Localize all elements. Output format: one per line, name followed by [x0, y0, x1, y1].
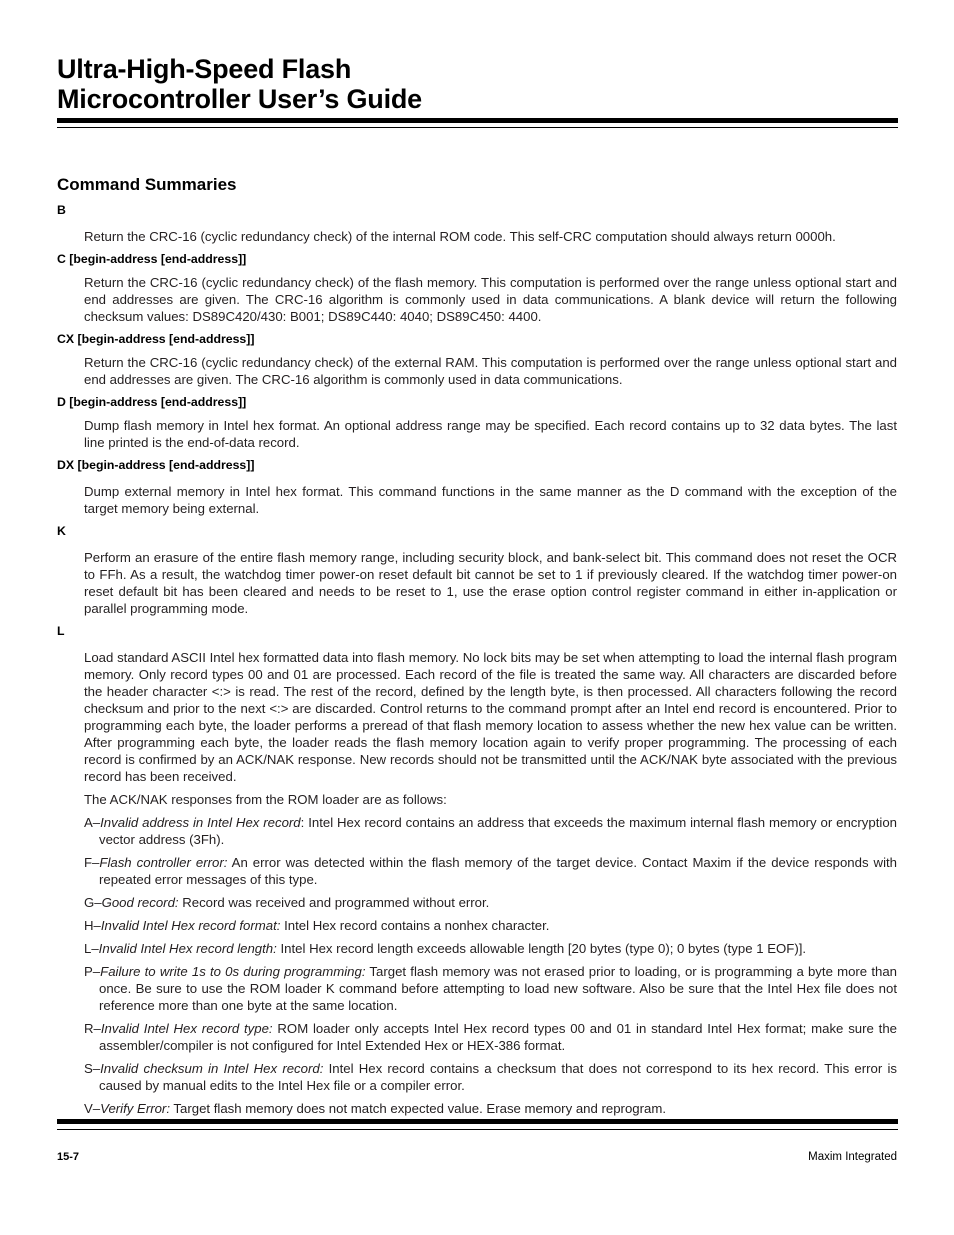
- response-code: A–: [84, 815, 101, 830]
- command-description: Dump flash memory in Intel hex format. An optional address range may be specified. Each record contains up to 32 data bytes. The last line printed is the end-of-data record.: [84, 418, 897, 450]
- command-description: Dump external memory in Intel hex format. This command functions in the same manner as the D command with the exception of the target memory being external.: [84, 484, 897, 516]
- page-number: 15-7: [57, 1151, 80, 1163]
- response-r: [84, 1020, 897, 1054]
- response-code: G–: [84, 895, 102, 910]
- document-title: [57, 54, 422, 114]
- command-description: Load standard ASCII Intel hex formatted data into flash memory. No lock bits may be set when attempting to load the internal flash program memory. Only record types 00 and 01 are processed. Each record of the file is treated the same way. All characters are discarded before the header character <:> is read. The rest of the record, defined by the length byte, is then processed. All characters following the record checksum and prior to the next <:> are discarded. Control returns to the command prompt after an Intel end record is encountered. Prior to programming each byte, the loader performs a preread of that flash memory location to assess whether the new hex value can be written. After programming each byte, the loader reads the flash memory location again to verify proper programming. The processing of each record is confirmed by an ACK/NAK response. New records should not be transmitted until the ACK/NAK byte associated with the previous record has been received.: [84, 650, 897, 784]
- response-term: Failure to write 1s to 0s during programming:: [100, 964, 366, 979]
- response-term: Invalid checksum in Intel Hex record:: [100, 1061, 324, 1076]
- response-description: Record was received and programmed without error.: [178, 895, 490, 910]
- command-description: Return the CRC-16 (cyclic redundancy check) of the internal ROM code. This self-CRC computation should always return 0000h.: [84, 229, 836, 244]
- command-heading: B: [57, 203, 66, 217]
- response-description: ROM loader only accepts Intel Hex record types 00 and 01 in standard Intel Hex format; make sure the assembler/compiler is not configured for Intel Extended Hex or HEX-386 format.: [99, 1021, 898, 1053]
- response-s: [84, 1060, 897, 1094]
- response-v: [84, 1100, 897, 1117]
- response-code: S–: [84, 1061, 101, 1076]
- command-dx: [57, 457, 897, 517]
- response-term: Good record:: [101, 895, 179, 910]
- response-h: [84, 917, 897, 934]
- command-b: [57, 202, 897, 245]
- response-term: Invalid address in Intel Hex record: [100, 815, 301, 830]
- command-c: [57, 251, 897, 325]
- command-heading: L: [57, 624, 65, 638]
- header-rule-thick: [57, 118, 898, 123]
- response-term: Invalid Intel Hex record type:: [100, 1021, 273, 1036]
- footer-rule-thin: [57, 1129, 898, 1130]
- header-rule-thin: [57, 127, 898, 128]
- company-name: Maxim Integrated: [808, 1151, 897, 1163]
- footer-rule-thick: [57, 1119, 898, 1124]
- response-a: [84, 814, 897, 848]
- response-code: L–: [84, 941, 99, 956]
- response-description: Target flash memory does not match expected value. Erase memory and reprogram.: [170, 1101, 666, 1116]
- command-description: Return the CRC-16 (cyclic redundancy check) of the external RAM. This computation is performed over the range unless optional start and end addresses are given. The CRC-16 algorithm is commonly used in data communications.: [84, 355, 897, 387]
- response-f: [84, 854, 897, 888]
- response-description: Intel Hex record length exceeds allowable length [20 bytes (type 0); 0 bytes (type 1 EOF)].: [276, 941, 807, 956]
- command-cx: [57, 331, 897, 388]
- response-p: [84, 963, 897, 1014]
- section-title: Command Summaries: [57, 175, 237, 194]
- response-code: R–: [84, 1021, 101, 1036]
- command-heading: D [begin-address [end-address]]: [57, 395, 247, 409]
- command-heading: DX [begin-address [end-address]]: [57, 458, 255, 472]
- command-k: [57, 523, 897, 617]
- command-d: [57, 394, 897, 451]
- response-description: Target flash memory was not erased prior to loading, or is programming a byte more than once. Be sure to use the ROM loader K command before attempting to load new software. Also be sure that the Intel Hex file does not reference more than one byte at the same location.: [99, 964, 897, 1013]
- response-l: [84, 940, 897, 957]
- command-l: [57, 623, 897, 1117]
- response-term: Invalid Intel Hex record length:: [98, 941, 277, 956]
- response-code: H–: [84, 918, 101, 933]
- response-description: Intel Hex record contains a nonhex character.: [280, 918, 550, 933]
- response-description: Intel Hex record contains a checksum that does not correspond to its hex record. This error is caused by manual edits to the Intel Hex file or a compiler error.: [99, 1061, 897, 1093]
- response-term: Verify Error:: [100, 1101, 170, 1116]
- response-code: P–: [84, 964, 101, 979]
- response-code: F–: [84, 855, 100, 870]
- response-term: Invalid Intel Hex record format:: [100, 918, 281, 933]
- response-g: [84, 894, 897, 911]
- command-heading: K: [57, 524, 66, 538]
- response-description: An error was detected within the flash memory of the target device. Contact Maxim if the device responds with repeated error messages of this type.: [99, 855, 898, 887]
- command-heading: C [begin-address [end-address]]: [57, 252, 247, 266]
- command-description: Return the CRC-16 (cyclic redundancy check) of the flash memory. This computation is performed over the range unless optional start and end addresses are given. The CRC-16 algorithm is commonly used in data communications. A blank device will return the following checksum values: DS89C420/430: B001; DS89C440: 4040; DS89C450: 4400.: [84, 275, 897, 324]
- command-list: [57, 202, 897, 1123]
- response-description: : Intel Hex record contains an address that exceeds the maximum internal flash memory or encryption vector address (3Fh).: [99, 815, 897, 847]
- command-heading: CX [begin-address [end-address]]: [57, 332, 255, 346]
- response-code: V–: [84, 1101, 101, 1116]
- command-description: Perform an erasure of the entire flash memory range, including security block, and bank-select bit. This command does not reset the OCR to FFh. As a result, the watchdog timer power-on reset default bit cannot be set to 1 if previously cleared. If the watchdog timer power-on reset default bit has been cleared and needs to be reset to 1, use the erase option control register command in either in-application or parallel programming mode.: [84, 550, 897, 616]
- title-line-2: Microcontroller User’s Guide: [57, 84, 422, 114]
- response-term: Flash controller error:: [99, 855, 228, 870]
- ack-nak-intro: The ACK/NAK responses from the ROM loader are as follows:: [84, 792, 447, 807]
- title-line-1: Ultra-High-Speed Flash: [57, 54, 352, 84]
